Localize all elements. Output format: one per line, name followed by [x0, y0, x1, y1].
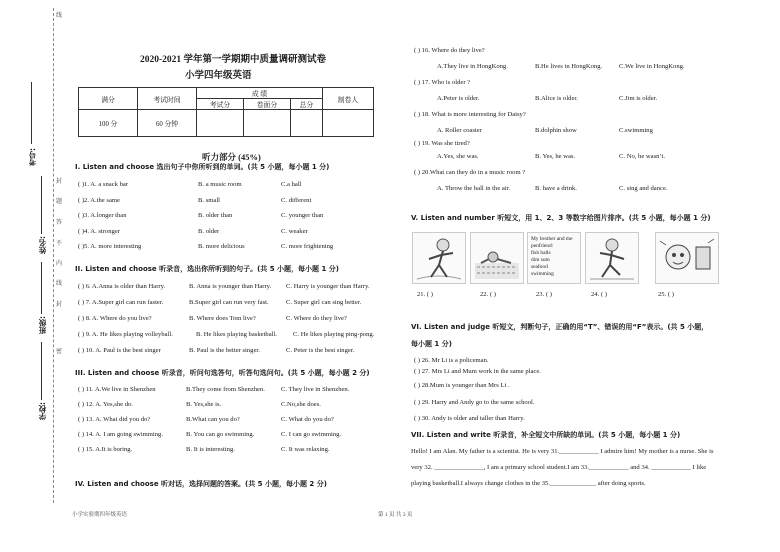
option-b: B. a music room [198, 181, 242, 188]
section5-title: V. Listen and number 听短文，用 1、2、3 等数字给图片排序。(共 5 小题，每小题 1 分) [411, 214, 711, 222]
option-a: A.They live in HongKong. [437, 63, 508, 70]
note-line: seafood [531, 264, 548, 270]
question-stem: ( ) 9. A. He likes playing volleyball. [78, 331, 173, 338]
option-b: B.Alice is older. [535, 95, 578, 102]
option-c: C. What do you do? [281, 416, 334, 423]
question-stem: ( ) 18. What is more interesting for Daisy? [414, 111, 526, 118]
exam-subtitle: 小学四年级英语 [185, 71, 252, 81]
option-c: C. Super girl can sing better. [286, 299, 362, 306]
question-stem: ( ) 8. A. Where do you live? [78, 315, 152, 322]
marker-header: 制卷人 [323, 88, 374, 110]
question-stem: ( ) 12. A. Yes,she do. [78, 401, 133, 408]
marker-cell[interactable] [323, 110, 374, 137]
option-c: C. younger than [281, 212, 324, 219]
seal-char: 内 [56, 261, 63, 267]
seal-char: 线 [56, 281, 63, 287]
question-stem: ( ) 11. A.We live in Shenzhen [78, 386, 156, 393]
exam-time-header: 考试时间 [138, 88, 197, 110]
option-b: B. more delicious [198, 243, 245, 250]
total-header: 总分 [290, 99, 322, 110]
option-b: B. older [198, 228, 220, 235]
note-line: My brother and me [531, 236, 573, 242]
paper-score-cell[interactable] [243, 110, 290, 137]
question-stem: ( ) 13. A. What did you do? [78, 416, 151, 423]
section7-title: VII. Listen and write 听录音，补全短文中所缺的单词。(共 5 小题，每小题 1 分) [411, 431, 681, 439]
option-c: C.Jim is older. [619, 95, 658, 102]
note-line: swimming [531, 271, 554, 277]
class-label: 班级: [38, 316, 47, 334]
exam-title: 2020-2021 学年第一学期期中质量调研测试卷 [140, 55, 327, 65]
exam-score-header: 考试分 [197, 99, 244, 110]
option-b: B.Super girl can run very fast. [189, 299, 269, 306]
option-c: C. different [281, 197, 312, 204]
option-b: B.He lives in HongKong. [535, 63, 603, 70]
section1-title: I. Listen and choose 选出句子中你所听到的单词。(共 5 小题，每小题 1 分) [75, 163, 330, 171]
passage-line: very 32. _______________, I am a primary school student.I am 33.____________ and 34. ____________ I like [411, 464, 707, 471]
full-score-header: 满分 [79, 88, 138, 110]
section4-title: IV. Listen and choose 听对话，选择问题的答案。(共 5 小题，每小题 2 分) [75, 480, 327, 488]
option-a: A. Throw the ball in the air. [437, 185, 511, 192]
number-slot-25[interactable]: 25. ( ) [658, 291, 674, 298]
picture-boy-running [412, 232, 466, 284]
seal-char: 密 [56, 349, 63, 355]
option-b: B. Yes,she is. [186, 401, 222, 408]
question-stem: ( ) 19. Was she tired? [414, 140, 470, 147]
option-a: A.Yes, she was. [437, 153, 479, 160]
option-a: A. Roller coaster [437, 127, 482, 134]
school-label: 学校: [38, 402, 47, 420]
question-stem: ( ) 17. Who is older ? [414, 79, 471, 86]
question-stem: ( ) 6. A.Anna is older than Harry. [78, 283, 166, 290]
option-c: C. It was relaxing. [281, 446, 330, 453]
section2-title: II. Listen and choose 听录音，选出你所听到的句子。(共 5 小题，每小题 1 分) [75, 265, 339, 273]
school-line [41, 342, 42, 400]
picture-food-note [527, 232, 581, 284]
option-b: B. Where does Tom live? [189, 315, 256, 322]
section6-title-cont: 每小题 1 分) [411, 340, 452, 348]
passage-line: Hello! I am Alan. My father is a scientist. He is very 31.____________ I admire him! My mother is a nurse. She is [411, 448, 714, 455]
binding-line [53, 8, 54, 503]
number-slot-24[interactable]: 24. ( ) [591, 291, 607, 298]
option-c: C. No, he wasn’t. [619, 153, 666, 160]
grade-header: 成 绩 [197, 88, 323, 99]
seal-char: 题 [56, 199, 63, 205]
exam-score-cell[interactable] [197, 110, 244, 137]
total-cell[interactable] [290, 110, 322, 137]
option-b: B.They come from Shenzhen. [186, 386, 265, 393]
section3-title: III. Listen and choose 听录音，听问句选答句，听答句选问句。(共 5 小题，每小题 2 分) [75, 369, 370, 377]
option-b: B. Paul is the better singer. [189, 347, 260, 354]
option-b: B. He likes playing basketball. [196, 331, 277, 338]
seal-char: 不 [56, 241, 63, 247]
option-b: B.dolphin show [535, 127, 577, 134]
option-b: B.What can you do? [186, 416, 240, 423]
question-stem: ( )5. A. more interesting [78, 243, 142, 250]
number-slot-23[interactable]: 23. ( ) [536, 291, 552, 298]
seal-char: 封 [56, 179, 63, 185]
name-line [41, 176, 42, 234]
exam-number-line [31, 82, 32, 144]
question-stem: ( )1. A. a snack bar [78, 181, 128, 188]
option-b: B. Anna is younger than Harry. [189, 283, 272, 290]
option-c: C. He likes playing ping-pong. [293, 331, 375, 338]
judge-item: ( ) 26. Mr Li is a policeman. [414, 357, 489, 364]
judge-item: ( ) 28.Mum is younger than Mrs Li . [414, 382, 510, 389]
seal-char: 答 [56, 220, 63, 226]
class-line [41, 262, 42, 314]
seal-char: 线 [56, 13, 63, 19]
option-c: C. Harry is younger than Harry. [286, 283, 370, 290]
option-b: B. have a drink. [535, 185, 577, 192]
number-slot-22[interactable]: 22. ( ) [480, 291, 496, 298]
full-score-value: 100 分 [79, 110, 138, 137]
option-c: C. Peter is the best singer. [286, 347, 355, 354]
option-a: A.Peter is older. [437, 95, 480, 102]
seal-char: 封 [56, 302, 63, 308]
option-c: C.We live in HongKong. [619, 63, 685, 70]
question-stem: ( )2. A.the same [78, 197, 120, 204]
question-stem: ( ) 7. A.Super girl can run faster. [78, 299, 164, 306]
option-b: B. older than [198, 212, 233, 219]
section6-title: VI. Listen and judge 听短文，判断句子，正确的用“T”、错误的用“F”表示。(共 5 小题， [411, 323, 709, 331]
option-c: C. weaker [281, 228, 308, 235]
option-c: C. They live in Shenzhen. [281, 386, 350, 393]
judge-item: ( ) 29. Harry and Andy go to the same school. [414, 399, 535, 406]
judge-item: ( ) 27. Mrs Li and Mum work in the same place. [414, 368, 541, 375]
number-slot-21[interactable]: 21. ( ) [417, 291, 433, 298]
question-stem: ( ) 14. A. I am going swimming. [78, 431, 163, 438]
option-b: B. Yes, he was. [535, 153, 576, 160]
option-b: B. You can go swimming. [186, 431, 255, 438]
option-c: C.a hall [281, 181, 302, 188]
passage-line: playing basketball.I always change clothes in the 35.______________ after doing sports. [411, 480, 646, 487]
note-line: penfriend: [531, 243, 554, 249]
footer-left: 小学实验期四年级英语 [72, 512, 128, 518]
option-c: C.swimming [619, 127, 653, 134]
note-line: fish balls [531, 250, 551, 256]
option-b: B. small [198, 197, 220, 204]
paper-score-header: 卷面分 [243, 99, 290, 110]
question-stem: ( )3. A.longer than [78, 212, 127, 219]
question-stem: ( ) 15. A.It is boring. [78, 446, 133, 453]
question-stem: ( ) 10. A. Paul is the best singer [78, 347, 161, 354]
note-line: dim sum [531, 257, 550, 263]
name-label: 姓名: [38, 236, 47, 254]
exam-number-label: 考号: [28, 148, 37, 166]
page-number: 第 1 页 共 3 页 [378, 512, 413, 518]
judge-item: ( ) 30. Andy is older and taller than Harry. [414, 415, 525, 422]
score-table [78, 87, 374, 137]
option-c: C. sing and dance. [619, 185, 668, 192]
picture-swimming [470, 232, 524, 284]
option-c: C.No,she does. [281, 401, 321, 408]
option-c: C. Where do they live? [286, 315, 347, 322]
listening-title: 听力部分 (45%) [202, 152, 261, 162]
picture-girl-running [585, 232, 639, 284]
question-stem: ( ) 20.What can they do in a music room ? [414, 169, 526, 176]
option-b: B. It is interesting. [186, 446, 235, 453]
picture-cartoon-trophy [655, 232, 719, 284]
question-stem: ( )4. A. stronger [78, 228, 120, 235]
option-c: C. I can go swimming. [281, 431, 342, 438]
question-stem: ( ) 16. Where do they live? [414, 47, 485, 54]
option-c: C. more frightening [281, 243, 334, 250]
exam-time-value: 60 分钟 [138, 110, 197, 137]
